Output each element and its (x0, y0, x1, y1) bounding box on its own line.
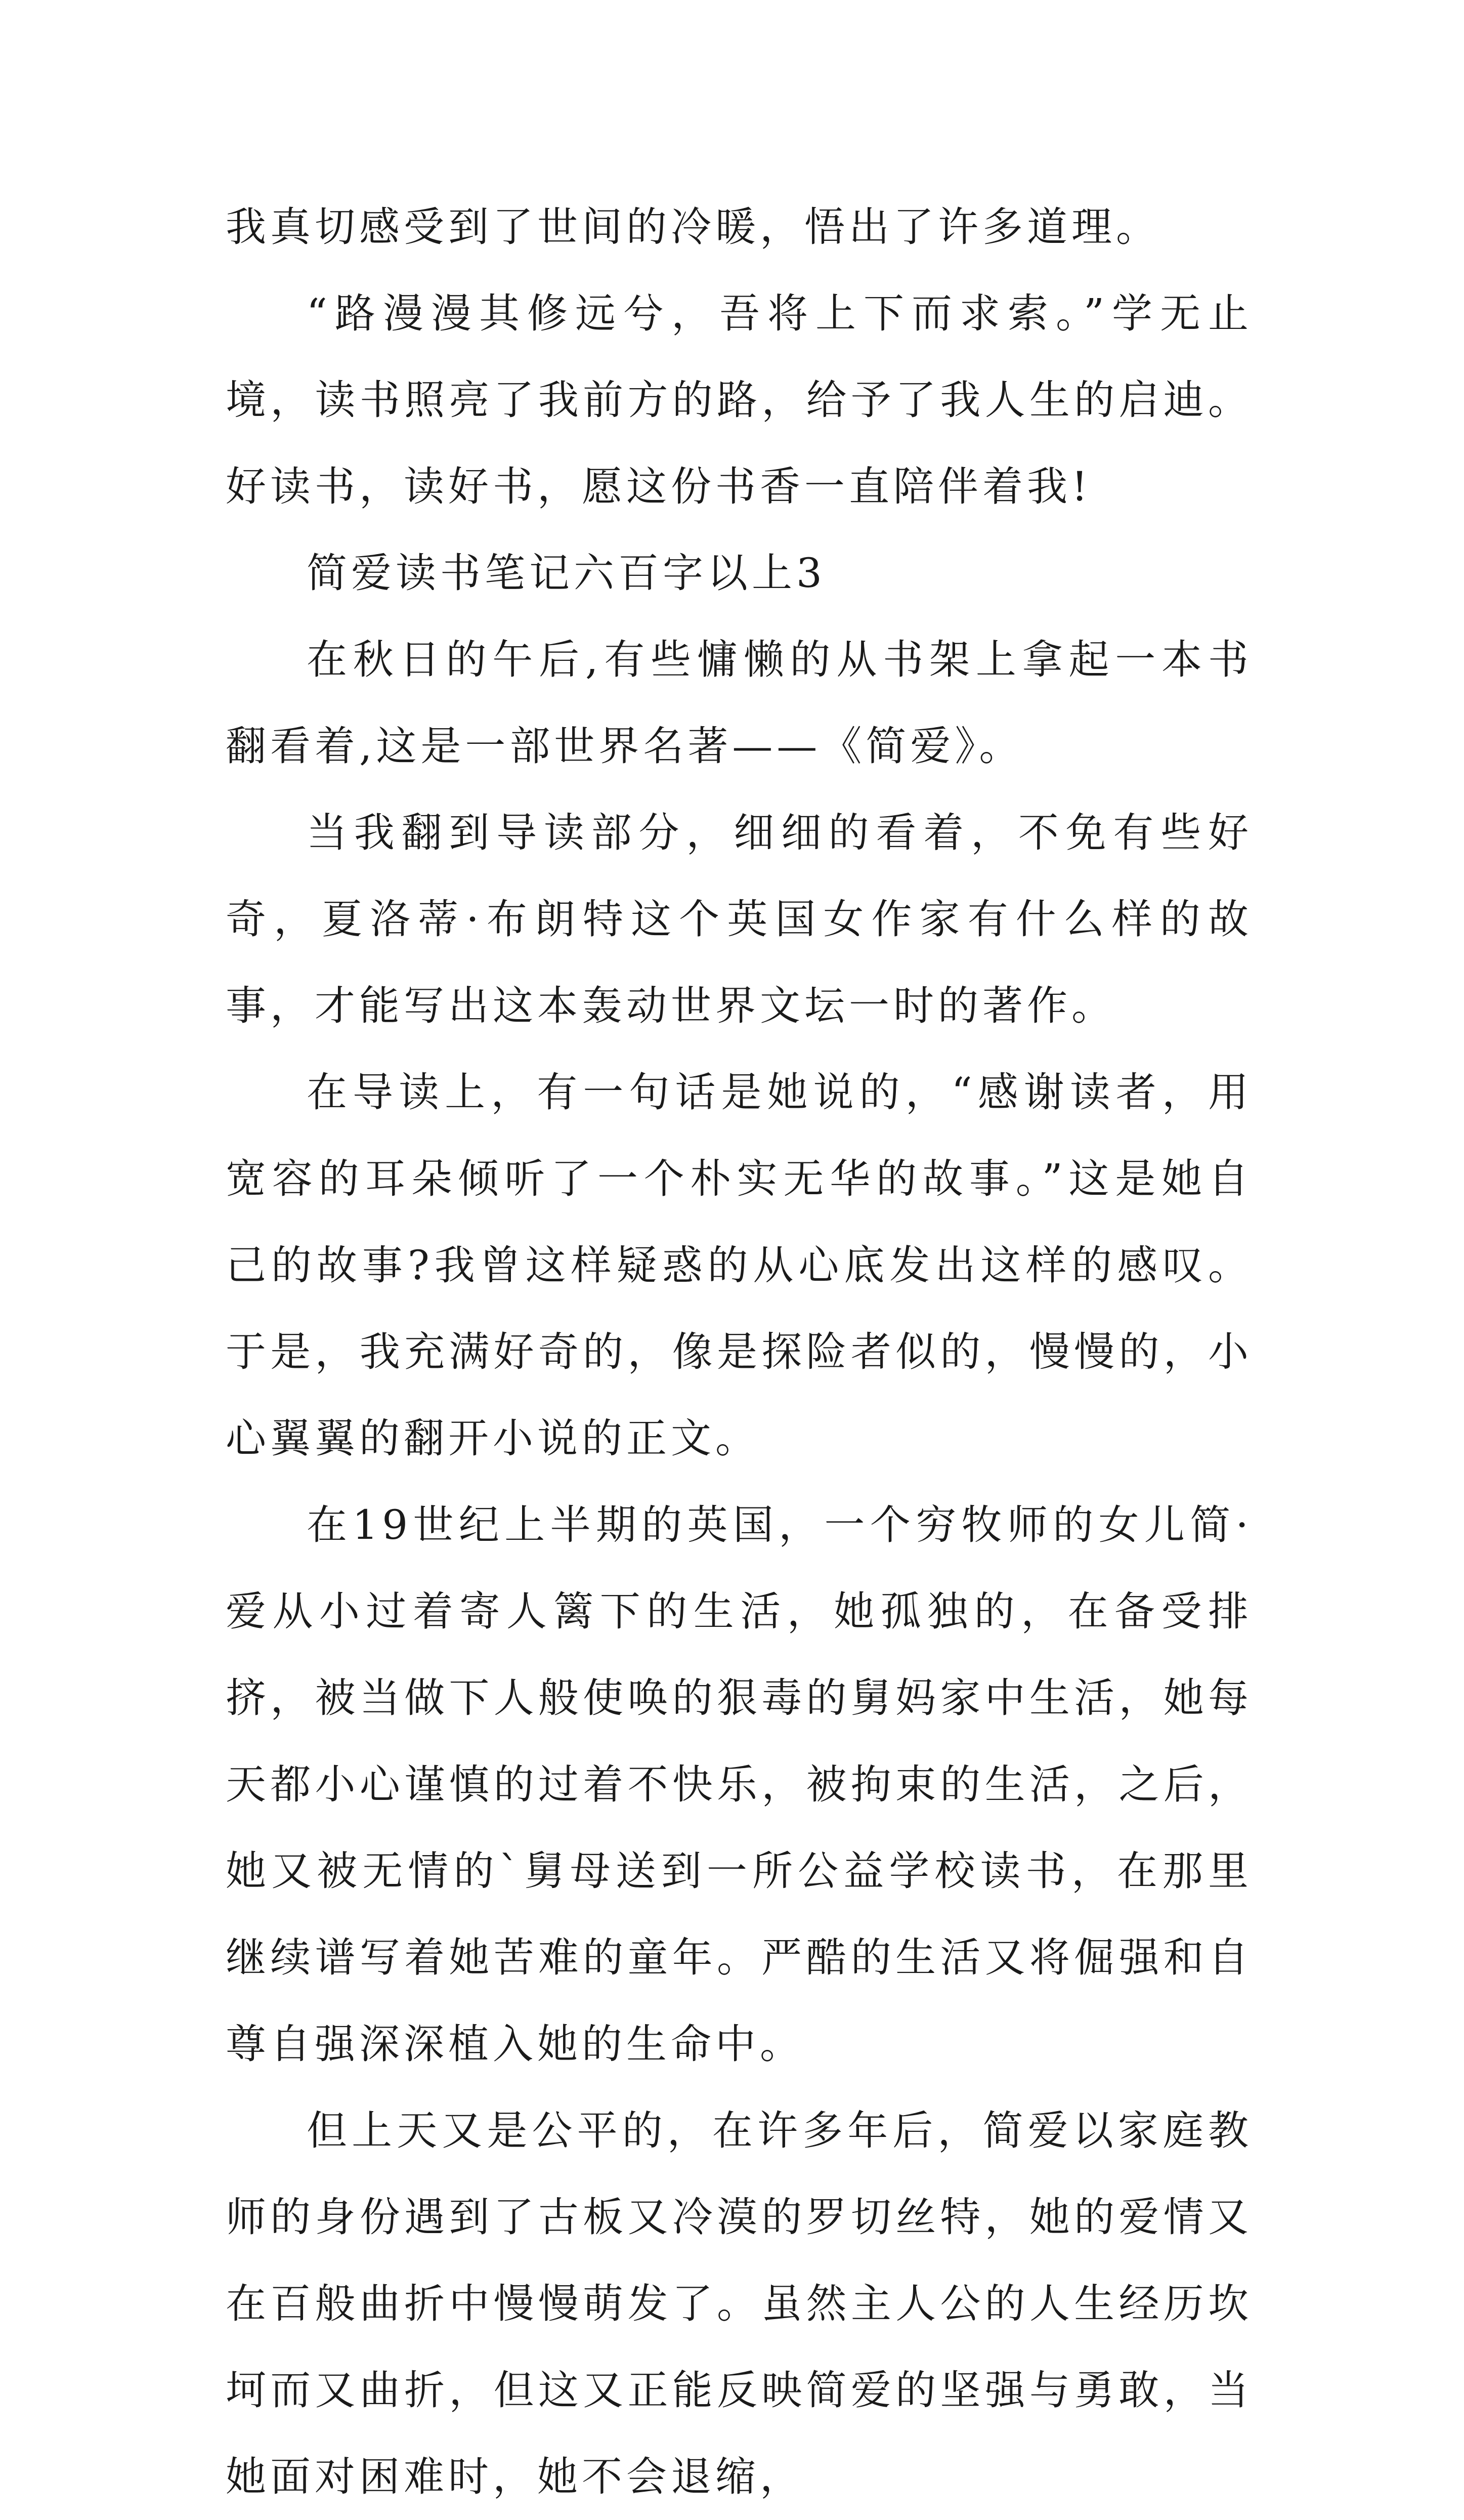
paragraph: 在秋日的午后,有些慵懒的从书架上拿起一本书翻看着,这是一部世界名著——《简爱》。 (226, 636, 1253, 770)
paragraph: 我真切感受到了世间的冷暖，悟出了许多道理。 (226, 203, 1160, 250)
paragraph: “路漫漫其修远兮，吾将上下而求索。”学无止境，读书照亮了我前方的路，给予了我人生的启迪。好读书，读好书，愿这份书香一直陪伴着我! (226, 290, 1253, 510)
paragraph: 当我翻到导读部分，细细的看着，不免有些好奇，夏洛蒂·布朗特这个英国女作家有什么样的故事，才能写出这本轰动世界文坛一时的著作。 (226, 809, 1253, 1029)
paragraph: 但上天又是公平的，在许多年后，简爱以家庭教师的身份遇到了古板又冷漠的罗切丝特，她的爱情又在百般曲折中慢慢萌发了。虽然主人公的人生经历坎坷而又曲折，但这又正能反映简爱的坚强与勇敢，当她面对困难时，她不会退缩， (226, 2107, 1253, 2500)
paragraph: 在19世纪上半期的英国，一个穷牧师的女儿简·爱从小过着寄人篱下的生活，她孤独的，在备受排挤，被当做下人般使唤的狠毒的舅妈家中生活，她每天都小心谨慎的过着不快乐，被拘束的生活，之后，她又被无情的`舅母送到一所公益学校读书，在那里继续谱写着她苦难的童年。严酷的生活又将倔强和自尊自强深深植入她的生命中。 (226, 1501, 1253, 2068)
section-heading: 简爱读书笔记六百字以上3 (307, 550, 826, 597)
document-body (226, 184, 1253, 2520)
paragraph: 在导读上，有一句话是她说的，“感谢读者，用宽容的耳朵倾听了一个朴实无华的故事。”这是她自己的故事?我曾这样疑惑的从心底发出这样的感叹。于是，我充满好奇的，像是探险者似的，慢慢的，小心翼翼的翻开小说的正文。 (226, 1069, 1253, 1462)
